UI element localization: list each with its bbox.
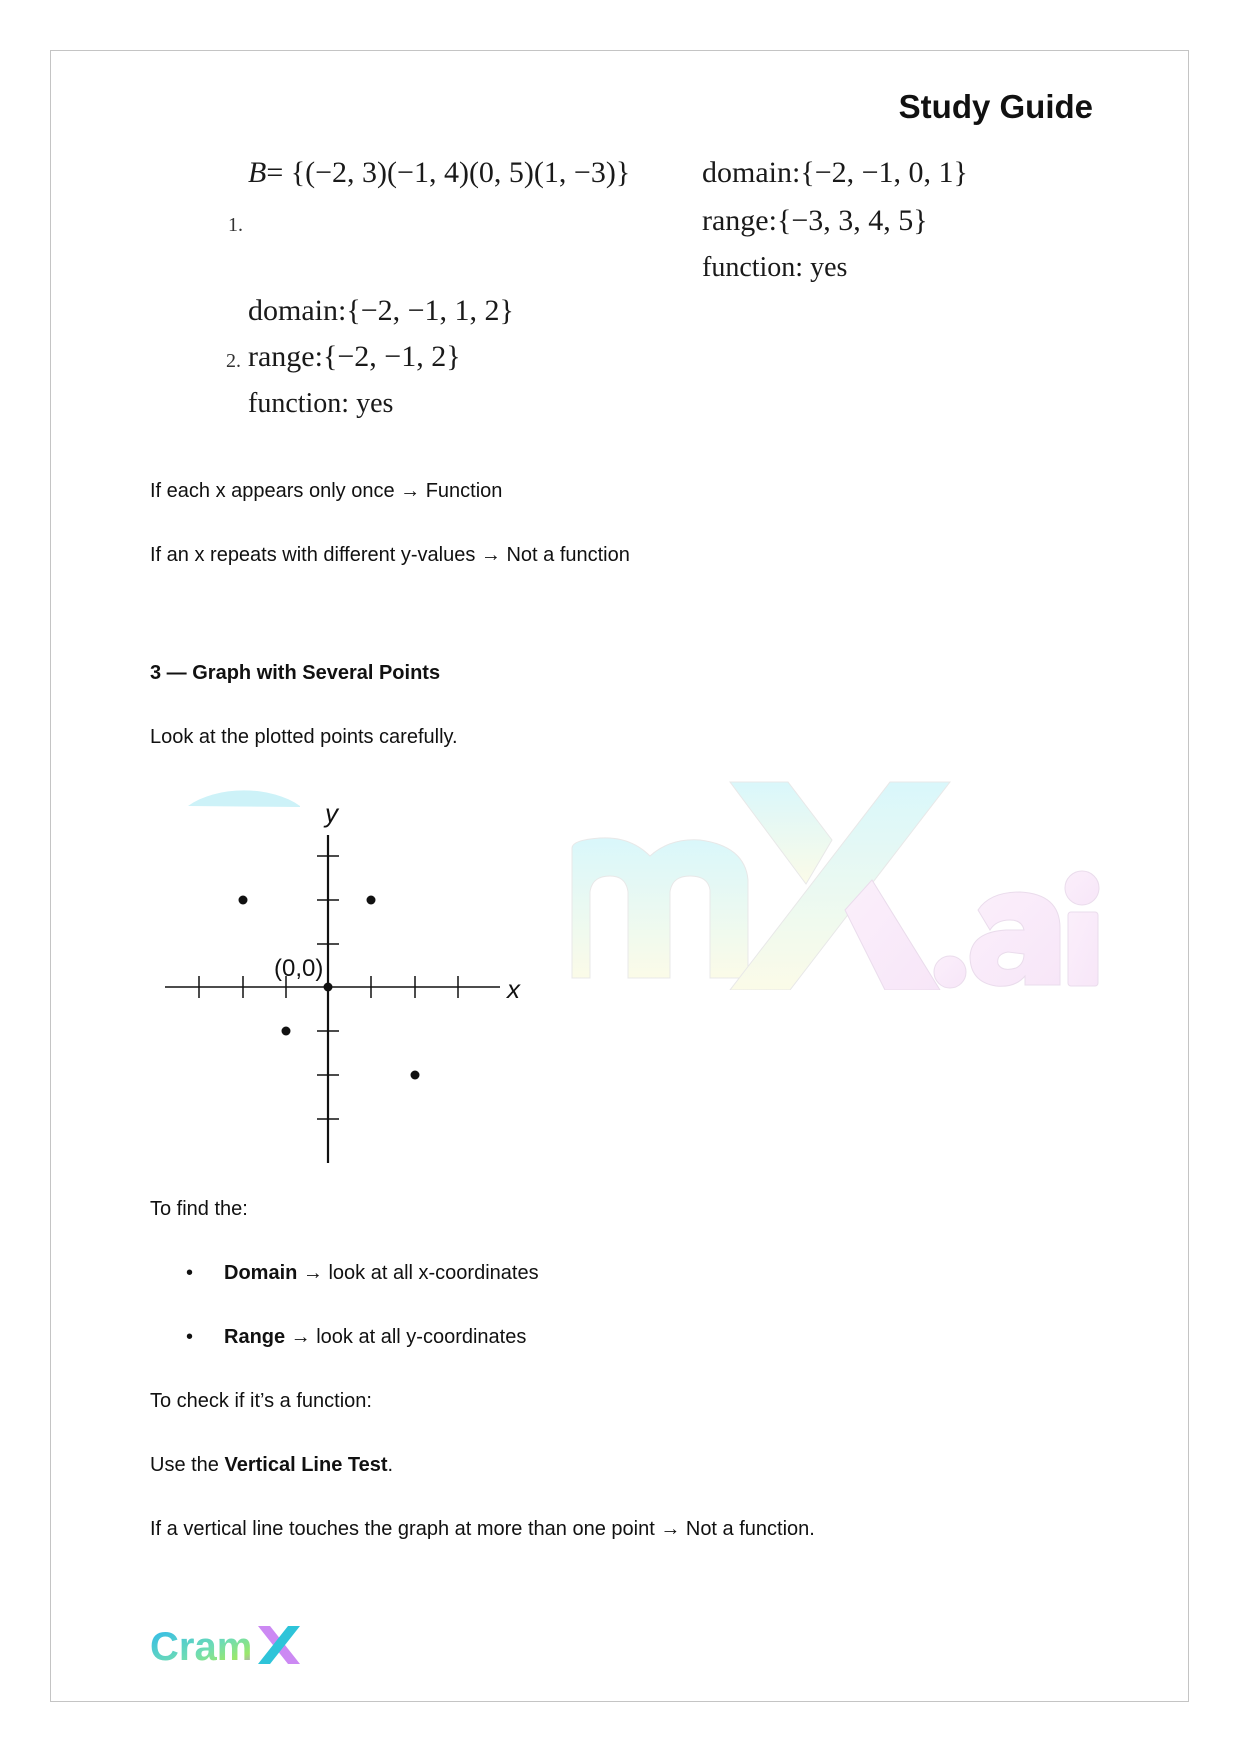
point-1-2 xyxy=(367,896,376,905)
section-3-heading: 3 — Graph with Several Points xyxy=(150,662,441,684)
page-title: Study Guide xyxy=(898,88,1093,125)
problem-2-domain: domain:{−2, −1, 1, 2} xyxy=(248,294,514,327)
section-3-intro: Look at the plotted points carefully. xyxy=(150,726,458,748)
problem-2-range: range:{−2, −1, 2} xyxy=(248,340,461,373)
bullet-domain xyxy=(224,1262,539,1285)
point-neg1-neg1 xyxy=(282,1027,291,1036)
rule-function: If each x appears only once → Function xyxy=(150,480,503,502)
rule-not-function: If an x repeats with different y-values → Not a function xyxy=(150,544,630,566)
y-axis-label: y xyxy=(325,798,338,828)
problem-1-range: range:{−3, 3, 4, 5} xyxy=(702,204,928,237)
problem-2-number: 2. xyxy=(226,350,241,372)
problem-2-function: function: yes xyxy=(248,388,394,419)
x-axis-label: x xyxy=(507,974,520,1004)
vlt-term: Vertical Line Test xyxy=(224,1454,388,1476)
problem-1-set xyxy=(248,156,630,190)
vlt-suffix: . xyxy=(387,1454,394,1476)
bullet-range xyxy=(224,1326,526,1349)
point-origin xyxy=(324,983,333,992)
bullet-range-desc: → look at all y-coordinates xyxy=(285,1326,527,1348)
bullet-range-term: Range xyxy=(224,1326,286,1348)
origin-label: (0,0) xyxy=(274,955,324,982)
cramx-logo xyxy=(150,1620,300,1670)
conclusion-text: If a vertical line touches the graph at more than one point → Not a function. xyxy=(150,1518,815,1540)
bullet-dot: • xyxy=(186,1262,194,1284)
watermark-logo xyxy=(560,760,1100,990)
problem-1-domain: domain:{−2, −1, 0, 1} xyxy=(702,156,968,189)
check-intro: To check if it’s a function: xyxy=(150,1390,372,1412)
set-expression: = {(−2, 3)(−1, 4)(0, 5)(1, −3)} xyxy=(266,156,631,189)
point-2-neg2 xyxy=(411,1071,420,1080)
vertical-line-test-text xyxy=(150,1454,393,1477)
logo-text: Cram xyxy=(150,1625,253,1669)
bullet-dot: • xyxy=(186,1326,194,1348)
vlt-prefix: Use the xyxy=(150,1454,225,1476)
point-neg2-2 xyxy=(239,896,248,905)
bullet-domain-term: Domain xyxy=(224,1262,298,1284)
decorative-arc xyxy=(188,790,300,807)
problem-1-number: 1. xyxy=(228,214,243,236)
set-label: B xyxy=(248,156,267,189)
scatter-graph xyxy=(150,780,530,1180)
find-intro: To find the: xyxy=(150,1198,248,1220)
problem-1-function: function: yes xyxy=(702,252,848,283)
bullet-domain-desc: → look at all x-coordinates xyxy=(297,1262,539,1284)
